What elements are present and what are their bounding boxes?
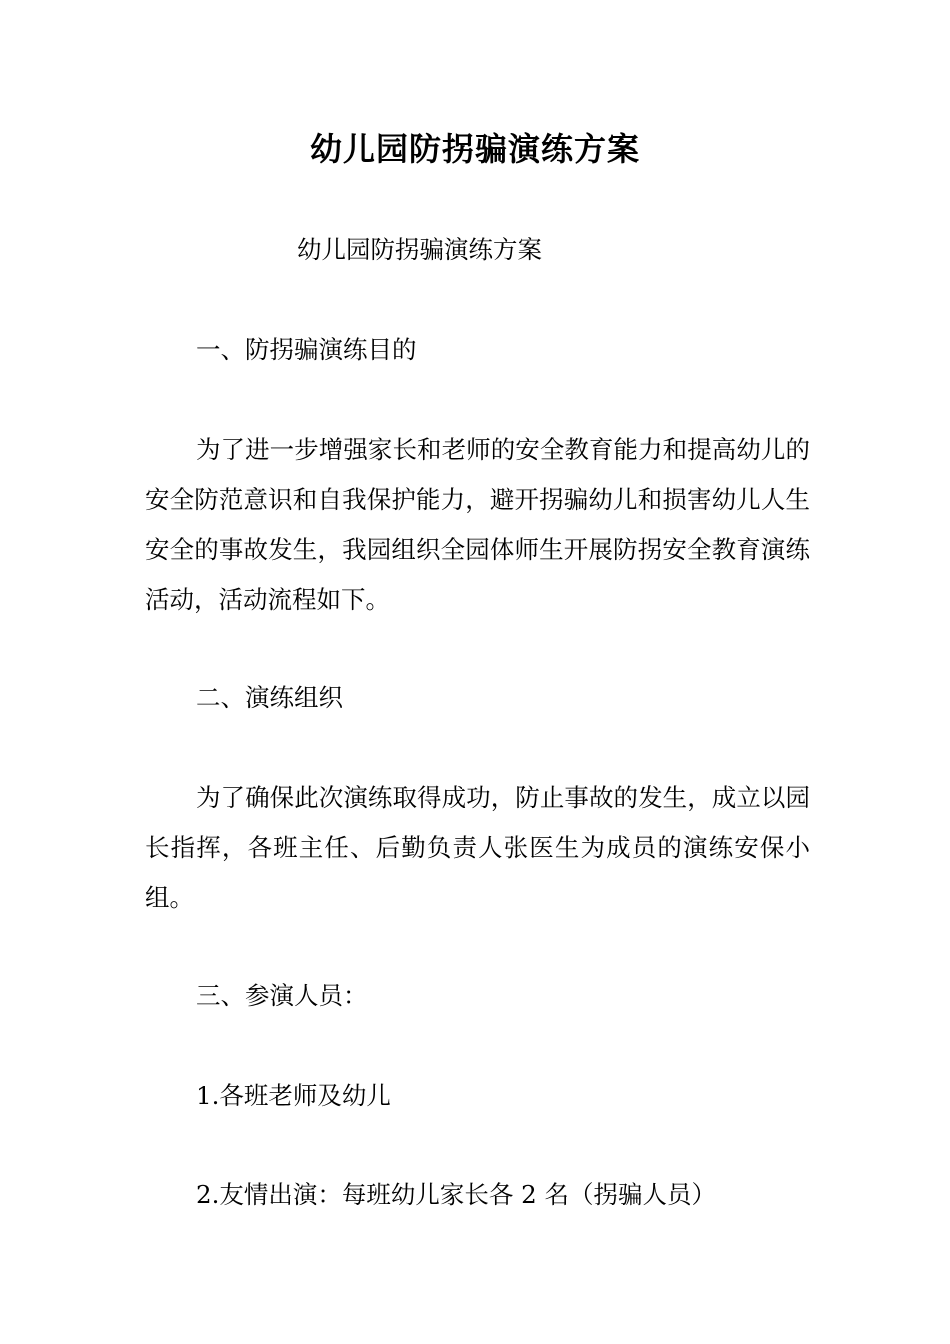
section-heading-participants: 三、参演人员： — [196, 981, 368, 1010]
section-heading-purpose: 一、防拐骗演练目的 — [196, 335, 417, 364]
section-body-organization: 为了确保此次演练取得成功，防止事故的发生，成立以园长指挥，各班主任、后勤负责人张医生为成员的演练安保小组。 — [145, 783, 810, 912]
section-heading-organization: 二、演练组织 — [196, 683, 343, 712]
section-body-purpose: 为了进一步增强家长和老师的安全教育能力和提高幼儿的安全防范意识和自我保护能力，避开拐骗幼儿和损害幼儿人生安全的事故发生，我园组织全园体师生开展防拐安全教育演练活动，活动流程如下。 — [145, 435, 810, 614]
participant-item-1: 1.各班老师及幼儿 — [196, 1081, 391, 1110]
document-title: 幼儿园防拐骗演练方案 — [309, 130, 640, 168]
participant-item-2: 2.友情出演：每班幼儿家长各 2 名（拐骗人员） — [196, 1180, 717, 1209]
document-subtitle: 幼儿园防拐骗演练方案 — [297, 235, 542, 264]
